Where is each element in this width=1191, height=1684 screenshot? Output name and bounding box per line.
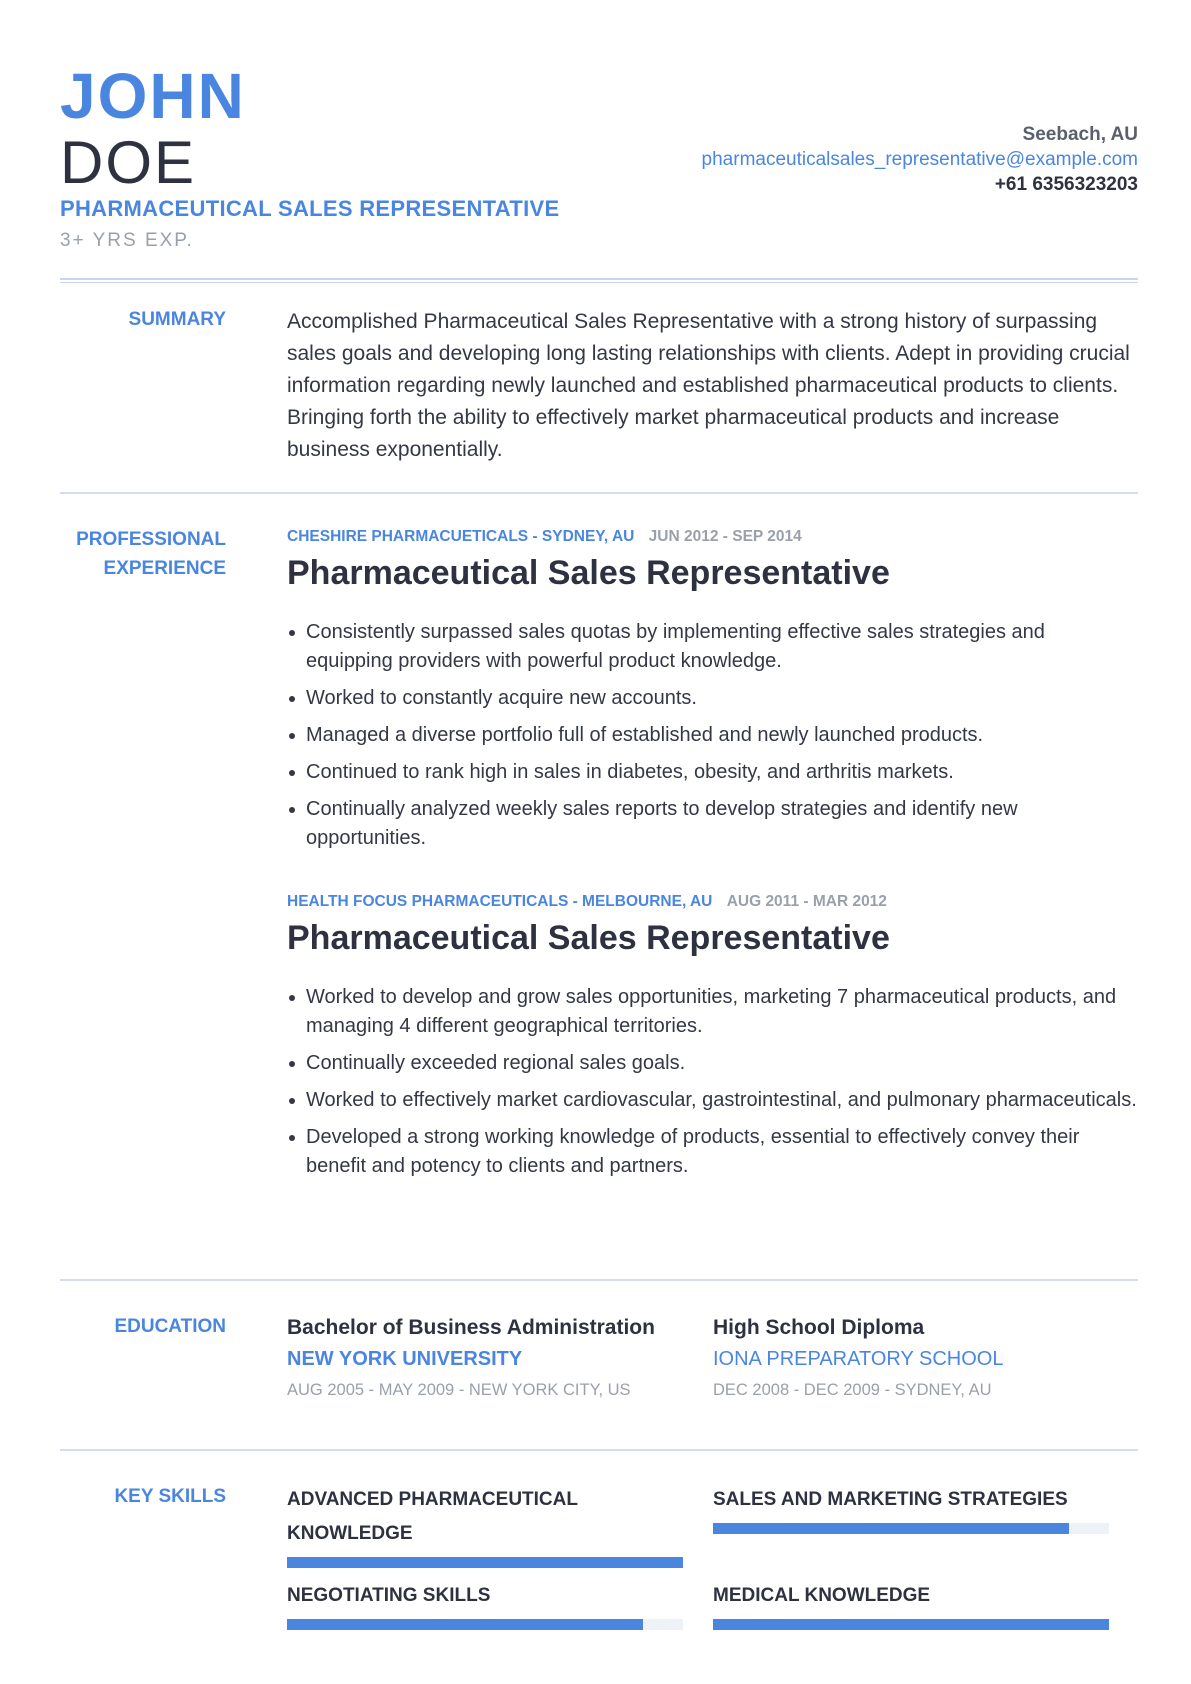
section-divider bbox=[60, 1279, 1138, 1281]
edu-degree: Bachelor of Business Administration bbox=[287, 1316, 655, 1339]
summary-label: SUMMARY bbox=[128, 309, 226, 330]
section-divider bbox=[60, 1449, 1138, 1451]
first-name: JOHN bbox=[60, 60, 246, 132]
edu-meta: AUG 2005 - MAY 2009 - NEW YORK CITY, US bbox=[287, 1381, 631, 1399]
experience-label bbox=[60, 525, 226, 583]
skill-bar-fill bbox=[713, 1523, 1069, 1534]
skill-name: ADVANCED PHARMACEUTICAL KNOWLEDGE bbox=[287, 1489, 578, 1544]
location: Seebach, AU bbox=[1022, 124, 1138, 145]
skill-bar-fill bbox=[287, 1557, 683, 1568]
job-meta bbox=[287, 528, 1137, 546]
skill-bar bbox=[287, 1619, 683, 1630]
job-title: Pharmaceutical Sales Representative bbox=[287, 554, 890, 592]
bullet-item: Continually exceeded regional sales goals. bbox=[287, 1049, 1137, 1078]
email-link[interactable]: pharmaceuticalsales_representative@example.com bbox=[701, 149, 1138, 170]
job-entry bbox=[287, 528, 1137, 861]
bullet-item: Managed a diverse portfolio full of established and newly launched products. bbox=[287, 721, 1137, 750]
edu-degree: High School Diploma bbox=[713, 1316, 925, 1339]
skill-bar-fill bbox=[287, 1619, 643, 1630]
skill-name: NEGOTIATING SKILLS bbox=[287, 1585, 491, 1606]
bullet-item: Continued to rank high in sales in diabetes, obesity, and arthritis markets. bbox=[287, 758, 1137, 787]
bullet-item: Worked to develop and grow sales opportunities, marketing 7 pharmaceutical products, and managing 4 different geographical territories. bbox=[287, 983, 1137, 1041]
skill-item bbox=[287, 1579, 683, 1630]
resume-header bbox=[60, 60, 1138, 260]
job-entry bbox=[287, 893, 1137, 1189]
bullet-item: Developed a strong working knowledge of products, essential to effectively convey their benefit and potency to clients and partners. bbox=[287, 1123, 1137, 1181]
job-bullets bbox=[287, 983, 1137, 1181]
edu-meta: DEC 2008 - DEC 2009 - SYDNEY, AU bbox=[713, 1381, 992, 1399]
contact-block bbox=[702, 122, 1138, 197]
phone-number: +61 6356323203 bbox=[994, 174, 1138, 195]
experience-label-line2: EXPERIENCE bbox=[103, 558, 226, 579]
years-experience: 3+ YRS EXP. bbox=[60, 230, 194, 251]
skills-label: KEY SKILLS bbox=[114, 1486, 226, 1507]
summary-text: Accomplished Pharmaceutical Sales Representative with a strong history of surpassing sales goals and developing long lasting relationships with clients. Adept in providing crucial information regarding newly launched and established pharmaceutical products to clients. Bringing forth the ability to effectively market pharmaceutical products and increase business exponentially. bbox=[287, 310, 1130, 461]
experience-label-line1: PROFESSIONAL bbox=[76, 529, 226, 550]
job-company: HEALTH FOCUS PHARMACEUTICALS - MELBOURNE, AU bbox=[287, 893, 713, 910]
section-divider bbox=[60, 492, 1138, 494]
skill-item bbox=[287, 1483, 683, 1568]
skill-bar bbox=[713, 1619, 1109, 1630]
skill-bar bbox=[287, 1557, 683, 1568]
last-name: DOE bbox=[60, 129, 197, 196]
skill-name: SALES AND MARKETING STRATEGIES bbox=[713, 1489, 1068, 1510]
job-bullets bbox=[287, 618, 1137, 853]
bullet-item: Continually analyzed weekly sales reports to develop strategies and identify new opportunities. bbox=[287, 795, 1137, 853]
skill-name: MEDICAL KNOWLEDGE bbox=[713, 1585, 931, 1606]
education-label: EDUCATION bbox=[114, 1316, 226, 1337]
bullet-item: Consistently surpassed sales quotas by implementing effective sales strategies and equipping providers with powerful product knowledge. bbox=[287, 618, 1137, 676]
job-dates: JUN 2012 - SEP 2014 bbox=[648, 528, 802, 545]
job-company: CHESHIRE PHARMACUETICALS - SYDNEY, AU bbox=[287, 528, 635, 545]
bullet-item: Worked to constantly acquire new accounts. bbox=[287, 684, 1137, 713]
job-headline: PHARMACEUTICAL SALES REPRESENTATIVE bbox=[60, 196, 560, 221]
education-entry bbox=[713, 1313, 1113, 1405]
skill-bar-fill bbox=[713, 1619, 1109, 1630]
edu-school: NEW YORK UNIVERSITY bbox=[287, 1348, 523, 1370]
skill-item bbox=[713, 1579, 1109, 1630]
skill-item bbox=[713, 1483, 1109, 1534]
skill-bar bbox=[713, 1523, 1109, 1534]
header-divider bbox=[60, 278, 1138, 283]
job-dates: AUG 2011 - MAR 2012 bbox=[726, 893, 887, 910]
edu-school: IONA PREPARATORY SCHOOL bbox=[713, 1348, 1004, 1370]
bullet-item: Worked to effectively market cardiovascular, gastrointestinal, and pulmonary pharmaceuticals. bbox=[287, 1086, 1137, 1115]
job-meta bbox=[287, 893, 1137, 911]
education-entry bbox=[287, 1313, 687, 1405]
job-title: Pharmaceutical Sales Representative bbox=[287, 919, 890, 957]
